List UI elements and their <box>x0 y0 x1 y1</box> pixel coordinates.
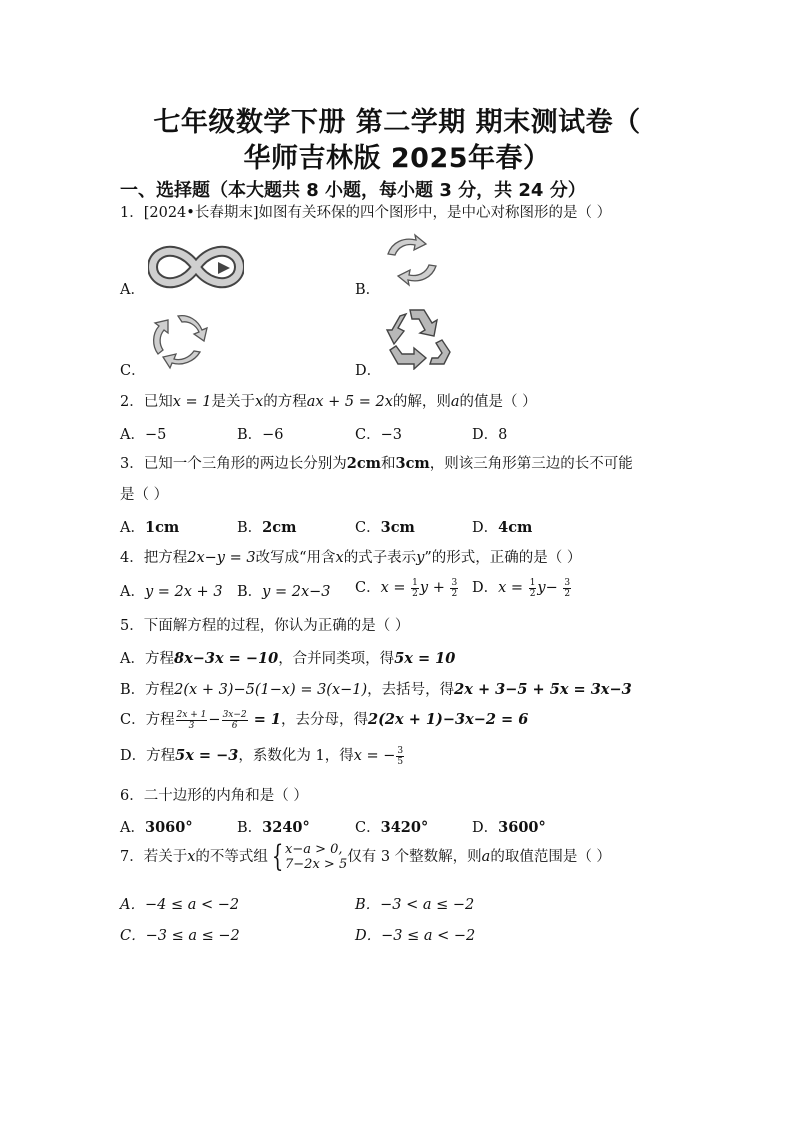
q6-option-c <box>355 816 428 837</box>
q5-b-pre: B．方程 <box>120 682 175 698</box>
q3-option-b-letter: B． <box>237 520 263 536</box>
q4-option-a-letter: A． <box>120 584 145 600</box>
q1-option-c-label: C． <box>120 363 146 379</box>
q3-option-c <box>355 516 415 537</box>
q3-option-a <box>120 516 179 537</box>
q3-value-1: 2cm <box>346 455 381 472</box>
q5-c-pre: C．方程 <box>120 712 175 728</box>
q6-option-b-value: 3240° <box>262 819 310 836</box>
q7-text-mid2: 仅有 3 个整数解，则 <box>347 849 482 865</box>
q2-text-pre: 2．已知 <box>120 394 173 410</box>
q4-text-mid: 改写成“用含 <box>255 550 336 566</box>
q3-text-pre: 3．已知一个三角形的两边长分别为 <box>120 456 347 472</box>
page-title-line2: 华师吉林版 2025年春） <box>243 143 551 174</box>
q4-option-c-letter: C． <box>355 580 381 596</box>
question-3-stem-line2: 是（ ） <box>120 487 169 503</box>
q3-option-d-letter: D． <box>472 520 499 536</box>
q4-eq: 2x−y = 3 <box>187 550 256 566</box>
q4-option-b-letter: B． <box>237 584 263 600</box>
three-arrows-cycle-icon <box>148 310 212 372</box>
q1-option-d-label: D． <box>355 363 382 379</box>
q4-option-c <box>355 576 459 599</box>
q4-text-pre: 4．把方程 <box>120 550 188 566</box>
q5-option-a <box>120 647 455 668</box>
q3-text-post: ，则该三角形第三边的长不可能 <box>429 456 633 472</box>
q5-a-pre: A．方程 <box>120 651 174 667</box>
q6-option-c-letter: C． <box>355 820 381 836</box>
q5-d-pre: D．方程 <box>120 748 176 764</box>
q5-c-minus: − <box>208 712 221 728</box>
q1-option-b-label: B． <box>355 282 381 298</box>
recycle-icon <box>384 306 452 370</box>
q7-text-pre: 7．若关于 <box>120 849 188 865</box>
q4-var: x <box>335 550 344 566</box>
q7-option-b: B．−3 < a ≤ −2 <box>355 897 475 913</box>
q7-ineq-1: x−a > 0, <box>285 842 343 857</box>
q4-option-c-frac2: $\frac{3}{2}$ <box>451 577 458 599</box>
q2-option-c: C．−3 <box>355 427 402 443</box>
q7-system-brace: { <box>271 839 284 874</box>
q4-option-c-y: y + <box>419 580 445 596</box>
q3-value-2: 3cm <box>395 455 430 472</box>
q5-d-mid: ，系数化为 1，得 <box>238 748 354 764</box>
q2-text-mid: 是关于 <box>211 394 256 410</box>
q5-option-b <box>120 678 632 699</box>
q7-var2: a <box>481 849 491 865</box>
q6-option-d-value: 3600° <box>498 819 546 836</box>
q5-a-eq: 8x−3x = −10 <box>173 650 279 667</box>
question-3-stem-line1 <box>120 452 633 473</box>
q6-option-a-value: 3060° <box>144 819 193 836</box>
q2-text-mid2: 的方程 <box>263 394 307 410</box>
q4-option-d-x: x = <box>498 580 524 596</box>
q6-option-a <box>120 816 193 837</box>
question-7-stem <box>120 839 611 874</box>
question-6-stem: 6．二十边形的内角和是（ ） <box>120 788 308 804</box>
page-title-line1: 七年级数学下册 第二学期 期末测试卷（ <box>153 107 641 138</box>
question-2-stem <box>120 390 537 411</box>
q4-option-a <box>120 580 223 601</box>
question-5-stem: 5．下面解方程的过程，你认为正确的是（ ） <box>120 618 410 634</box>
q4-option-c-frac1: $\frac{1}{2}$ <box>412 577 418 599</box>
q3-option-a-value: 1cm <box>144 519 180 536</box>
section-heading: 一、选择题（本大题共 8 小题，每小题 3 分，共 24 分） <box>120 180 586 201</box>
q7-inequality-system <box>285 842 347 872</box>
q2-eq2: ax + 5 = 2x <box>306 394 393 410</box>
q6-option-d <box>472 816 546 837</box>
q3-option-c-value: 3cm <box>380 519 415 536</box>
q3-option-a-letter: A． <box>120 520 145 536</box>
q2-var2: a <box>450 394 460 410</box>
q4-option-b <box>237 580 331 601</box>
q1-option-a-label: A． <box>120 282 145 298</box>
q7-var: x <box>187 849 196 865</box>
q5-c-mid: ，去分母，得 <box>280 712 368 728</box>
q7-text-mid: 的不等式组 <box>195 849 268 865</box>
q5-d-frac: $\frac{3}{5}$ <box>397 745 404 767</box>
q5-option-c <box>120 708 528 731</box>
q5-c-frac2: $\frac{3x-2}{6}$ <box>222 709 247 731</box>
q7-option-a: A．−4 ≤ a < −2 <box>120 897 240 913</box>
q3-option-d <box>472 516 532 537</box>
q2-option-b: B．−6 <box>237 427 284 443</box>
q6-option-b-letter: B． <box>237 820 263 836</box>
q4-text-mid2: 的式子表示 <box>343 550 417 566</box>
q3-option-b-value: 2cm <box>262 519 297 536</box>
q5-b-res: 2x + 3−5 + 5x = 3x−3 <box>454 681 632 698</box>
question-1-stem: 1．[2024•长春期末]如图有关环保的四个图形中，是中心对称图形的是（ ） <box>120 205 612 221</box>
q5-a-mid: ，合并同类项，得 <box>278 651 395 667</box>
q5-b-eq: 2(x + 3)−5(1−x) = 3(x−1) <box>174 682 368 698</box>
q7-text-post: 的取值范围是（ ） <box>490 849 611 865</box>
q2-var: x <box>255 394 264 410</box>
q4-option-a-eq: y = 2x + 3 <box>144 584 223 600</box>
q5-a-res: 5x = 10 <box>394 650 456 667</box>
q3-option-c-letter: C． <box>355 520 381 536</box>
q4-option-d <box>472 576 572 599</box>
q7-option-c: C．−3 ≤ a ≤ −2 <box>120 928 240 944</box>
q5-c-res: 2(2x + 1)−3x−2 = 6 <box>367 711 529 728</box>
q6-option-b <box>237 816 310 837</box>
q5-c-frac1: $\frac{2x + 1}{3}$ <box>176 709 207 731</box>
q7-ineq-2: 7−2x > 5 <box>285 857 348 872</box>
q5-c-eq1: = 1 <box>248 711 281 728</box>
q2-eq1: x = 1 <box>172 394 212 410</box>
q4-option-d-letter: D． <box>472 580 499 596</box>
q2-option-a: A．−5 <box>120 427 167 443</box>
question-4-stem <box>120 546 581 567</box>
q7-option-d: D．−3 ≤ a < −2 <box>355 928 476 944</box>
q4-option-d-frac1: $\frac{1}{2}$ <box>529 577 536 599</box>
q4-option-d-y: y− <box>537 580 558 596</box>
q6-option-c-value: 3420° <box>380 819 429 836</box>
q2-option-d: D．8 <box>472 427 508 443</box>
q5-d-eq: 5x = −3 <box>175 747 239 764</box>
q4-var2: y <box>416 550 425 566</box>
q3-option-b <box>237 516 296 537</box>
q6-option-a-letter: A． <box>120 820 145 836</box>
q4-text-post: ”的形式，正确的是（ ） <box>424 550 582 566</box>
q5-b-mid: ，去括号，得 <box>367 682 455 698</box>
q4-option-b-eq: y = 2x−3 <box>262 584 331 600</box>
q2-text-post: 的值是（ ） <box>459 394 537 410</box>
q3-option-d-value: 4cm <box>498 519 533 536</box>
q2-text-mid3: 的解，则 <box>392 394 451 410</box>
q5-option-d <box>120 744 405 767</box>
q5-d-res: x = − <box>353 748 396 764</box>
q4-option-d-frac2: $\frac{3}{2}$ <box>564 577 571 599</box>
q3-text-and: 和 <box>381 456 396 472</box>
two-arrows-cycle-icon <box>382 232 442 290</box>
q4-option-c-x: x = <box>380 580 406 596</box>
infinity-loop-icon <box>148 244 244 290</box>
q6-option-d-letter: D． <box>472 820 499 836</box>
